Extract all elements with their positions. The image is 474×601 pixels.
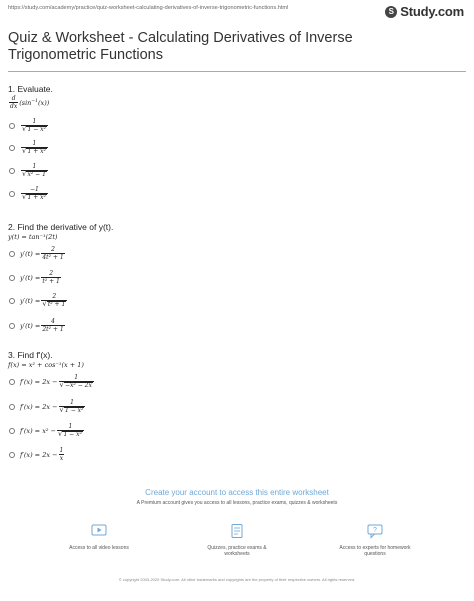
page-title: Quiz & Worksheet - Calculating Derivatives of Inverse Trigonometric Functions xyxy=(8,30,353,63)
study-logo xyxy=(385,4,464,19)
question-1-option-3[interactable]: 1 √ x² − 1 xyxy=(9,163,49,179)
radio-button[interactable] xyxy=(9,452,15,458)
feature-list xyxy=(0,523,474,557)
feature-video-text: Access to all video lessons xyxy=(69,545,129,551)
question-1-expression: $\frac{d}{dx}$ $(\sin^{-1}(x))$ xyxy=(10,95,50,110)
question-3-expression: f(x) = x² + cos⁻¹(x + 1) xyxy=(8,361,84,369)
logo-mark-icon: S xyxy=(385,6,397,18)
question-1-label: 1. Evaluate. xyxy=(8,84,53,94)
feature-quiz-text: Quizzes, practice exams & worksheets xyxy=(207,545,267,557)
question-1-option-2[interactable]: 1 √ 1 + x² xyxy=(9,140,49,156)
feature-quiz xyxy=(197,523,277,557)
radio-button[interactable] xyxy=(9,168,15,174)
radio-button[interactable] xyxy=(9,404,15,410)
logo-text: Study.com xyxy=(400,4,464,19)
question-1-option-4[interactable]: −1 √ 1 + x² xyxy=(9,186,49,202)
question-2-label: 2. Find the derivative of y(t). xyxy=(8,222,114,232)
question-3-label: 3. Find f'(x). xyxy=(8,350,53,360)
cta-subtitle: A Premium account gives you access to all lessons, practice exams, quizzes & worksheets xyxy=(136,500,338,506)
radio-button[interactable] xyxy=(9,298,15,304)
radio-button[interactable] xyxy=(9,323,15,329)
expert-icon xyxy=(366,523,384,539)
quiz-icon xyxy=(228,523,246,539)
radio-button[interactable] xyxy=(9,123,15,129)
video-icon xyxy=(90,523,108,539)
question-2-option-3[interactable]: y′(t) = 2 √ t² + 1 xyxy=(9,293,68,309)
question-3-option-1[interactable]: f′(x) = 2x − 1 √ −x² − 2x xyxy=(9,374,95,390)
cta-title[interactable]: Create your account to access this entire worksheet xyxy=(145,488,329,497)
radio-button[interactable] xyxy=(9,251,15,257)
radio-button[interactable] xyxy=(9,191,15,197)
question-2 xyxy=(8,222,113,241)
question-1-option-1[interactable]: 1 √ 1 − x² xyxy=(9,118,49,134)
svg-text:?: ? xyxy=(373,527,377,534)
radio-button[interactable] xyxy=(9,275,15,281)
question-2-option-1[interactable]: y′(t) = $\frac{2}{\text{4t² + 1}}$ xyxy=(9,246,66,261)
premium-cta xyxy=(0,488,474,506)
question-3 xyxy=(8,350,84,369)
question-2-expression: y(t) = tan⁻¹(2t) xyxy=(8,233,58,241)
question-1 xyxy=(8,84,53,110)
question-3-option-4[interactable]: f′(x) = 2x − $\frac{1}{x}$ xyxy=(9,447,65,462)
question-2-option-2[interactable]: y′(t) = $\frac{2}{\text{t² + 1}}$ xyxy=(9,270,62,285)
question-2-option-4[interactable]: y′(t) = $\frac{4}{\text{2t² + 1}}$ xyxy=(9,318,66,333)
radio-button[interactable] xyxy=(9,145,15,151)
source-url: https://study.com/academy/practice/quiz-worksheet-calculating-derivatives-of-inverse-trigonometric-functions.html xyxy=(8,5,289,11)
radio-button[interactable] xyxy=(9,379,15,385)
question-3-option-2[interactable]: f′(x) = 2x − 1 √ 1 − x² xyxy=(9,399,86,415)
feature-video xyxy=(59,523,139,557)
question-3-option-3[interactable]: f′(x) = x² − 1 √ 1 − x² xyxy=(9,423,85,439)
radio-button[interactable] xyxy=(9,428,15,434)
copyright-footer: © copyright 2003-2020 Study.com. All other trademarks and copyrights are the property of their respective owners. All rights reserved. xyxy=(118,577,356,582)
feature-expert-text: Access to experts for homework questions xyxy=(339,545,411,557)
title-divider xyxy=(8,71,466,72)
feature-expert xyxy=(335,523,415,557)
